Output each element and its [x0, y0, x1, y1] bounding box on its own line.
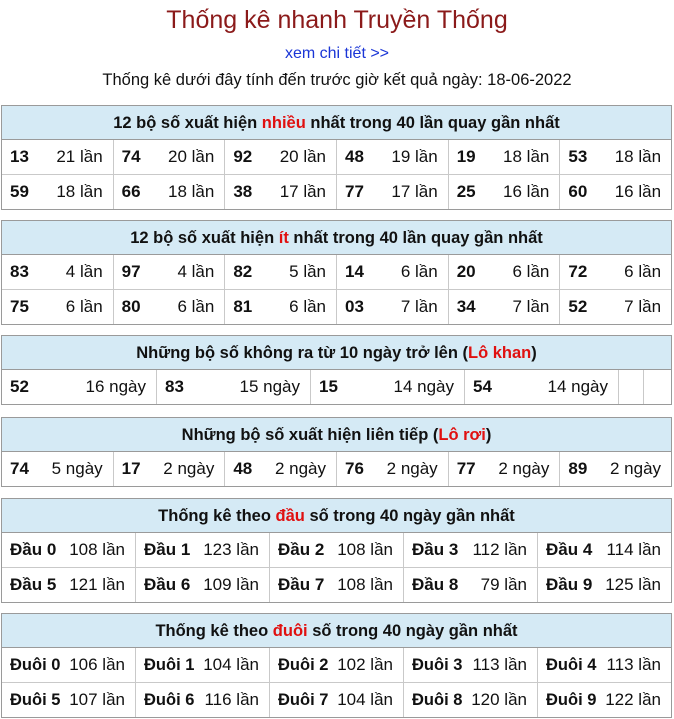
text-label: ): [531, 344, 537, 362]
count-label: 7 lần: [624, 297, 662, 316]
text-label: ): [485, 426, 492, 444]
lo-roi-section: [1, 417, 672, 487]
number-label: 97: [121, 262, 141, 281]
count-label: 17 lần: [279, 182, 327, 201]
number-label: 81: [233, 297, 253, 316]
count-label: 2 ngày: [386, 459, 438, 478]
number-label: Đuôi 6: [144, 690, 195, 709]
count-label: 121 lần: [69, 575, 125, 594]
number-cell: [224, 175, 336, 209]
count-label: 120 lần: [471, 690, 527, 709]
number-label: 83: [10, 262, 29, 281]
table-row: [2, 255, 671, 289]
count-label: 7 lần: [512, 297, 550, 316]
number-label: 77: [345, 182, 364, 201]
number-cell: [336, 140, 448, 174]
number-label: Đầu 8: [412, 575, 459, 594]
number-cell: [2, 290, 113, 324]
tail-digit-cell: [135, 648, 269, 682]
number-cell: [113, 175, 225, 209]
text-label: 12 bộ số xuất hiện: [130, 229, 279, 247]
empty-cell: [643, 370, 668, 404]
tail-digit-cell: [269, 683, 403, 717]
count-label: 104 lần: [337, 690, 393, 709]
count-label: 7 lần: [400, 297, 438, 316]
count-label: 18 lần: [614, 147, 662, 166]
tail-digit-cell: [537, 648, 671, 682]
count-label: 114 lần: [606, 540, 661, 559]
view-details-link[interactable]: xem chi tiết >>: [284, 45, 390, 62]
lo-roi-header: [2, 418, 671, 452]
number-label: Đuôi 5: [10, 690, 61, 709]
text-label: nhiều: [261, 114, 306, 132]
number-label: Đầu 4: [546, 540, 593, 559]
most-frequent-header: [2, 106, 671, 140]
count-label: 106 lần: [69, 655, 125, 674]
table-row: [2, 648, 671, 682]
count-label: 5 lần: [289, 262, 327, 281]
text-label: nhất trong 40 lần quay gần nhất: [305, 114, 560, 132]
tail-digit-cell: [269, 648, 403, 682]
table-row: [2, 682, 671, 717]
number-label: Đầu 7: [278, 575, 325, 594]
number-cell: [448, 255, 560, 289]
number-cell: [2, 370, 156, 404]
number-cell: [448, 175, 560, 209]
count-label: 17 lần: [391, 182, 438, 201]
number-label: 75: [10, 297, 29, 316]
number-label: 48: [345, 147, 364, 166]
count-label: 4 lần: [177, 262, 215, 281]
number-label: 77: [456, 459, 476, 478]
count-label: 107 lần: [69, 690, 125, 709]
tail-digit-cell: [403, 648, 537, 682]
number-cell: [224, 290, 336, 324]
count-label: 18 lần: [56, 182, 103, 201]
number-label: 83: [165, 377, 184, 396]
count-label: 6 lần: [512, 262, 550, 281]
number-label: 14: [345, 262, 364, 281]
count-label: 20 lần: [168, 147, 215, 166]
count-label: 6 lần: [289, 297, 327, 316]
number-cell: [224, 255, 336, 289]
count-label: 108 lần: [69, 540, 125, 559]
number-cell: [113, 255, 225, 289]
count-label: 113 lần: [606, 655, 661, 674]
lo-khan-section: [1, 335, 672, 405]
number-label: Đuôi 4: [546, 655, 597, 674]
number-label: 03: [345, 297, 364, 316]
number-label: Đuôi 0: [10, 655, 61, 674]
number-cell: [2, 255, 113, 289]
number-label: 15: [319, 377, 338, 396]
number-cell: [156, 370, 310, 404]
number-label: Đuôi 7: [278, 690, 329, 709]
number-cell: [336, 255, 448, 289]
duoi-section: [1, 613, 672, 718]
table-row: [2, 174, 671, 209]
number-cell: [559, 290, 671, 324]
count-label: 116 lần: [204, 690, 259, 709]
text-label: số trong 40 ngày gần nhất: [304, 507, 515, 525]
head-digit-cell: [269, 568, 403, 602]
number-label: 74: [10, 459, 29, 478]
tail-digit-cell: [2, 648, 135, 682]
duoi-header: [2, 614, 671, 648]
number-cell: [464, 370, 618, 404]
count-label: 123 lần: [203, 540, 259, 559]
table-row: [2, 140, 671, 174]
number-cell: [113, 452, 225, 486]
lo-khan-header: [2, 336, 671, 370]
number-label: 53: [568, 147, 588, 166]
number-cell: [559, 175, 671, 209]
count-label: 14 ngày: [547, 377, 608, 396]
count-label: 2 ngày: [498, 459, 550, 478]
count-label: 6 lần: [177, 297, 215, 316]
number-label: Đuôi 2: [278, 655, 329, 674]
count-label: 14 ngày: [393, 377, 454, 396]
head-digit-cell: [2, 568, 135, 602]
number-cell: [559, 255, 671, 289]
table-row: [2, 567, 671, 602]
count-label: 6 lần: [624, 262, 662, 281]
count-label: 6 lần: [65, 297, 103, 316]
head-digit-cell: [403, 568, 537, 602]
text-label: Những bộ số xuất hiện liên tiếp (: [181, 426, 439, 444]
number-label: 52: [10, 377, 29, 396]
number-label: Đầu 2: [278, 540, 325, 559]
number-label: Đầu 6: [144, 575, 191, 594]
number-label: Đầu 5: [10, 575, 57, 594]
count-label: 125 lần: [605, 575, 661, 594]
count-label: 21 lần: [56, 147, 103, 166]
number-label: 92: [233, 147, 253, 166]
count-label: 2 ngày: [609, 459, 662, 478]
text-label: Lô rơi: [438, 426, 486, 444]
head-digit-cell: [269, 533, 403, 567]
number-label: Đuôi 9: [546, 690, 597, 709]
number-label: Đầu 3: [412, 540, 459, 559]
text-label: ít: [278, 229, 289, 247]
text-label: Thống kê theo: [158, 507, 276, 525]
number-cell: [113, 140, 225, 174]
count-label: 122 lần: [605, 690, 661, 709]
table-row: [2, 289, 671, 324]
number-label: 59: [10, 182, 29, 201]
number-cell: [113, 290, 225, 324]
count-label: 108 lần: [337, 575, 393, 594]
number-cell: [2, 452, 113, 486]
number-label: 19: [456, 147, 476, 166]
dau-section: [1, 498, 672, 603]
number-label: 25: [456, 182, 476, 201]
count-label: 5 ngày: [51, 459, 103, 478]
text-label: nhất trong 40 lần quay gần nhất: [288, 229, 543, 247]
head-digit-cell: [2, 533, 135, 567]
number-cell: [559, 140, 671, 174]
text-label: đầu: [275, 507, 305, 525]
number-cell: [336, 290, 448, 324]
count-label: 18 lần: [168, 182, 215, 201]
count-label: 16 lần: [614, 182, 662, 201]
count-label: 18 lần: [503, 147, 550, 166]
text-label: 12 bộ số xuất hiện: [113, 114, 262, 132]
tail-digit-cell: [537, 683, 671, 717]
text-label: Thống kê theo: [155, 622, 273, 640]
number-cell: [448, 140, 560, 174]
number-label: 54: [473, 377, 492, 396]
number-cell: [336, 452, 448, 486]
number-label: Đầu 9: [546, 575, 593, 594]
number-label: 74: [121, 147, 141, 166]
number-cell: [2, 175, 113, 209]
number-cell: [448, 290, 560, 324]
count-label: 102 lần: [337, 655, 393, 674]
text-label: Lô khan: [467, 344, 532, 362]
count-label: 113 lần: [472, 655, 527, 674]
most-frequent-section: [1, 105, 672, 210]
number-label: Đuôi 8: [412, 690, 463, 709]
number-label: 80: [121, 297, 141, 316]
least-frequent-header: [2, 221, 671, 255]
number-label: Đuôi 1: [144, 655, 195, 674]
dau-header: [2, 499, 671, 533]
number-label: Đầu 0: [10, 540, 57, 559]
head-digit-cell: [135, 568, 269, 602]
stats-date-note: Thống kê dưới đây tính đến trước giờ kết quả ngày: 18-06-2022: [102, 71, 572, 89]
number-label: 52: [568, 297, 588, 316]
empty-cell: [618, 370, 643, 404]
number-label: 76: [345, 459, 364, 478]
number-label: 20: [456, 262, 476, 281]
count-label: 79 lần: [480, 575, 527, 594]
number-label: Đầu 1: [144, 540, 191, 559]
count-label: 20 lần: [279, 147, 327, 166]
number-label: 17: [121, 459, 141, 478]
number-cell: [2, 140, 113, 174]
count-label: 108 lần: [337, 540, 393, 559]
number-cell: [224, 452, 336, 486]
count-label: 2 ngày: [274, 459, 327, 478]
number-cell: [448, 452, 560, 486]
table-row: [2, 533, 671, 567]
count-label: 104 lần: [203, 655, 259, 674]
count-label: 15 ngày: [239, 377, 300, 396]
number-label: 48: [233, 459, 253, 478]
number-cell: [336, 175, 448, 209]
number-label: 60: [568, 182, 588, 201]
head-digit-cell: [537, 568, 671, 602]
count-label: 16 ngày: [85, 377, 146, 396]
tail-digit-cell: [135, 683, 269, 717]
table-row: [2, 370, 671, 404]
count-label: 2 ngày: [163, 459, 215, 478]
number-cell: [224, 140, 336, 174]
number-cell: [559, 452, 671, 486]
number-label: 38: [233, 182, 253, 201]
least-frequent-section: [1, 220, 672, 325]
page-title: Thống kê nhanh Truyền Thống: [166, 6, 508, 34]
number-label: 13: [10, 147, 29, 166]
number-cell: [310, 370, 464, 404]
head-digit-cell: [135, 533, 269, 567]
number-label: 89: [568, 459, 588, 478]
table-row: [2, 452, 671, 486]
count-label: 112 lần: [472, 540, 527, 559]
number-label: 34: [456, 297, 476, 316]
head-digit-cell: [403, 533, 537, 567]
count-label: 16 lần: [503, 182, 550, 201]
number-label: 82: [233, 262, 253, 281]
number-label: Đuôi 3: [412, 655, 463, 674]
text-label: Những bộ số không ra từ 10 ngày trở lên (: [136, 344, 468, 362]
tail-digit-cell: [2, 683, 135, 717]
count-label: 4 lần: [65, 262, 103, 281]
number-label: 72: [568, 262, 588, 281]
count-label: 109 lần: [203, 575, 259, 594]
count-label: 6 lần: [400, 262, 438, 281]
head-digit-cell: [537, 533, 671, 567]
text-label: đuôi: [272, 622, 308, 640]
count-label: 19 lần: [391, 147, 438, 166]
number-label: 66: [121, 182, 141, 201]
text-label: số trong 40 ngày gần nhất: [307, 622, 518, 640]
tail-digit-cell: [403, 683, 537, 717]
